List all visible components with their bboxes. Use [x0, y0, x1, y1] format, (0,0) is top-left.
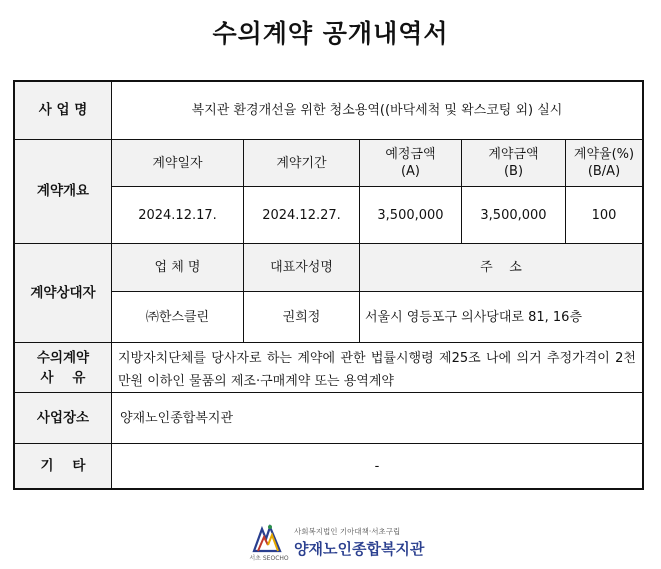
address-value: 서울시 영등포구 의사당대로 81, 16층: [360, 292, 642, 343]
contract-overview-label: 계약개요: [15, 140, 112, 244]
document-title: 수의계약 공개내역서: [212, 19, 449, 48]
estimated-amount-value: 3,500,000: [360, 187, 462, 244]
reason-label-line1: 수의계약: [36, 349, 90, 366]
address-header: 주 소: [360, 244, 642, 292]
other-label: 기 타: [15, 444, 112, 488]
reason-label-line2: 사 유: [40, 369, 86, 386]
project-name-value: 복지관 환경개선을 위한 청소용역((바닥세척 및 왁스코팅 외) 실시: [112, 82, 642, 140]
representative-header: 대표자성명: [244, 244, 360, 292]
company-value: ㈜한스클린: [112, 292, 244, 343]
site-value: 양재노인종합복지관: [112, 393, 642, 444]
organization-logo: [248, 521, 438, 561]
contract-rate-value: 100: [566, 187, 642, 244]
contract-amount-header: 계약금액 (B): [462, 140, 566, 187]
estimated-amount-header: 예정금액 (A): [360, 140, 462, 187]
contract-amount-value: 3,500,000: [462, 187, 566, 244]
reason-value: 지방자치단체를 당사자로 하는 계약에 관한 법률시행령 제25조 나에 의거 추정가격이 2천만원 이하인 물품의 제조·구매계약 또는 용역계약: [112, 343, 642, 393]
contract-period-header: 계약기간: [244, 140, 360, 187]
counterparty-label: 계약상대자: [15, 244, 112, 343]
contract-rate-header: 계약율(%) (B/A): [566, 140, 642, 187]
representative-value: 권희정: [244, 292, 360, 343]
contract-date-header: 계약일자: [112, 140, 244, 187]
disclosure-table: [13, 80, 644, 490]
org-name: 양재노인종합복지관: [294, 540, 425, 558]
org-affiliation: 사회복지법인 기아대책·서초구립: [294, 527, 401, 536]
contract-period-value: 2024.12.27.: [244, 187, 360, 244]
logo-caption: 서초 SEOCHO: [249, 555, 289, 562]
contract-date-value: 2024.12.17.: [112, 187, 244, 244]
other-value: -: [374, 458, 380, 474]
project-name-label: 사 업 명: [15, 82, 112, 140]
reason-label: [15, 343, 112, 393]
site-label: 사업장소: [15, 393, 112, 444]
company-header: 업 체 명: [112, 244, 244, 292]
